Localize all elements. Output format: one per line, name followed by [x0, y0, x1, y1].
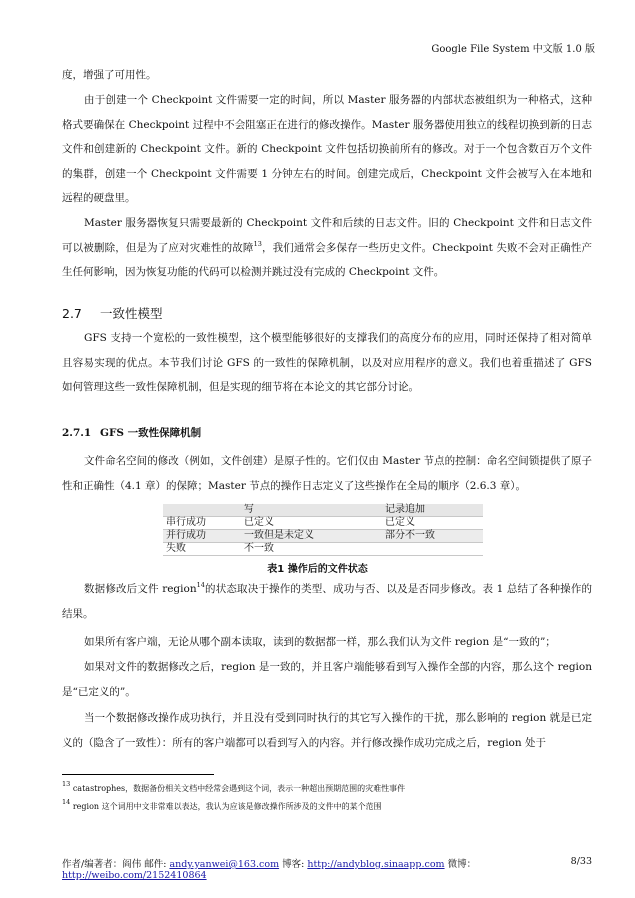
paragraph: 如果所有客户端，无论从哪个副本读取，读到的数据都一样，那么我们认为文件 region 是“一致的”；	[84, 636, 556, 648]
file-state-table	[163, 504, 483, 556]
table-row: 失败 不一致	[163, 543, 483, 556]
paragraph: 由于创建一个 Checkpoint 文件需要一定的时间，所以 Master 服务器的内部状态被组织为一种格式，这种格式要确保在 Checkpoint 过程中不会阻塞正在进行的修改操作。Master 服务器使用独立的线程切换到新的日志文件和创建新的 Checkpoint 文件。新的 Checkpoint 文件包括切换前所有的修改。对于一个包含数百万个文件的集群，创建一个 Checkpoint 文件需要 1 分钟左右的时间。创建完成后，Checkpoint 文件会被写入在本地和远程的硬盘里。	[62, 94, 592, 205]
running-header: Google File System 中文版 1.0 版	[431, 44, 595, 55]
page-footer	[62, 856, 592, 881]
weibo-label: 微博：	[444, 859, 477, 870]
footnote: $^{14}$ region 这个词用中文非常难以表达，我认为应该是修改操作所涉及的文件中的某个范围	[62, 798, 382, 811]
subsection-number: 2.7.1	[62, 427, 92, 439]
paragraph: 数据修改后文件 region$^{14}$的状态取决于操作的类型、成功与否、以及是否同步修改。表 1 总结了各种操作的结果。	[62, 581, 592, 620]
footnote-ref[interactable]: 14	[196, 581, 205, 589]
author-label: 作者/编著者：阎伟 邮件:	[62, 859, 170, 870]
paragraph: 如果对文件的数据修改之后，region 是一致的，并且客户端能够看到写入操作全部的内容，那么这个 region 是“已定义的”。	[62, 661, 592, 698]
weibo-link[interactable]: http://weibo.com/2152410864	[62, 870, 207, 881]
blog-link[interactable]: http://andyblog.sinaapp.com	[307, 859, 445, 870]
subsection-heading	[62, 425, 201, 440]
section-title: 一致性模型	[100, 306, 163, 321]
email-link[interactable]: andy.yanwei@163.com	[169, 859, 280, 870]
section-heading	[62, 304, 163, 322]
paragraph: Master 服务器恢复只需要最新的 Checkpoint 文件和后续的日志文件。旧的 Checkpoint 文件和日志文件可以被删除，但是为了应对灾难性的故障$^{13}$，我们通常会多保存一些历史文件。Checkpoint 失败不会对正确性产生任何影响，因为恢复功能的代码可以检测并跳过没有完成的 Checkpoint 文件。	[62, 217, 593, 279]
footnote: $^{13}$ catastrophes，数据备份相关文档中经常会遇到这个词，表示一种超出预期范围的灾难性事件	[62, 780, 406, 793]
table-row: 串行成功 已定义 已定义	[163, 517, 483, 530]
paragraph: 文件命名空间的修改（例如，文件创建）是原子性的。它们仅由 Master 节点的控制：命名空间锁提供了原子性和正确性（4.1 章）的保障；Master 节点的操作日志定义了这些操作在全局的顺序（2.6.3 章）。	[62, 455, 592, 492]
table-caption: 表1 操作后的文件状态	[267, 564, 368, 575]
paragraph: 当一个数据修改操作成功执行，并且没有受到同时执行的其它写入操作的干扰，那么影响的 region 就是已定义的（隐含了一致性）：所有的客户端都可以看到写入的内容。并行修改操作成功完成之后，region 处于	[62, 712, 592, 749]
paragraph: 度，增强了可用性。	[62, 69, 157, 81]
paragraph: GFS 支持一个宽松的一致性模型，这个模型能够很好的支撑我们的高度分布的应用，同时还保持了相对简单且容易实现的优点。本节我们讨论 GFS 的一致性的保障机制，以及对应用程序的意义。我们也着重描述了 GFS 如何管理这些一致性保障机制，但是实现的细节将在本论文的其它部分讨论。	[62, 332, 592, 394]
footnote-divider	[62, 774, 214, 775]
page-number: 8/33	[570, 856, 592, 867]
subsection-title: GFS 一致性保障机制	[100, 427, 202, 439]
table-header-row: 写 记录追加	[163, 504, 483, 517]
blog-label: 博客:	[279, 859, 308, 870]
section-number: 2.7	[62, 306, 82, 321]
table-row: 并行成功 一致但是未定义 部分不一致	[163, 530, 483, 543]
footnote-ref[interactable]: 13	[253, 239, 262, 248]
